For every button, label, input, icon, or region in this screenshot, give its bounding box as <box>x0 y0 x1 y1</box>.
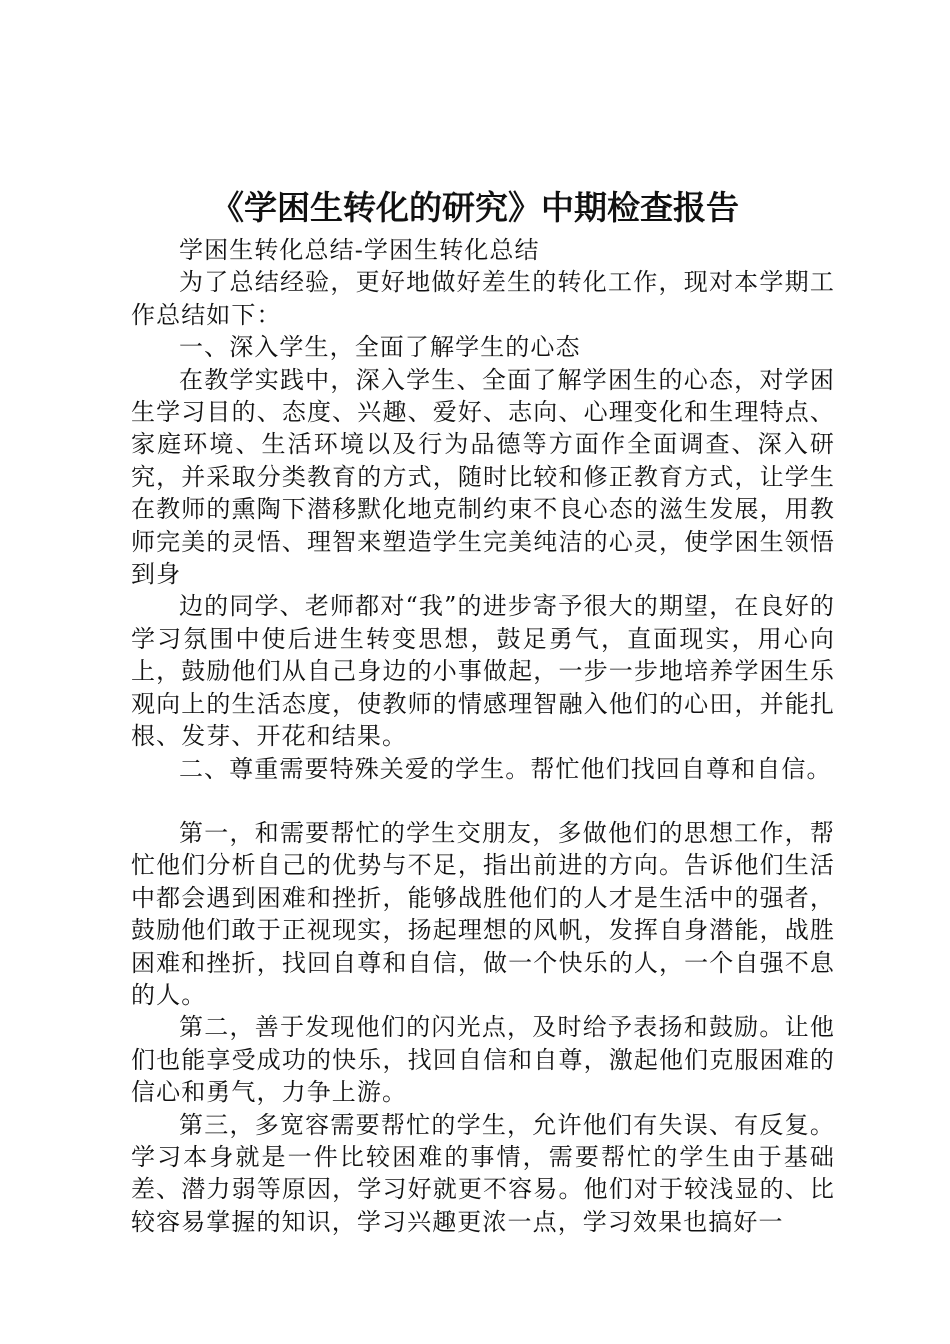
paragraph: 第二，善于发现他们的闪光点，及时给予表扬和鼓励。让他们也能享受成功的快乐，找回自信和自尊，激起他们克服困难的信心和勇气，力争上游。 <box>131 1013 835 1107</box>
paragraph: 边的同学、老师都对“我”的进步寄予很大的期望，在良好的学习氛围中使后进生转变思想，鼓足勇气，直面现实，用心向上，鼓励他们从自己身边的小事做起，一步一步地培养学困生乐观向上的生活态度，使教师的情感理智融入他们的心田，并能扎根、发芽、开花和结果。 <box>131 592 835 751</box>
paragraph: 在教学实践中，深入学生、全面了解学困生的心态，对学困生学习目的、态度、兴趣、爱好、志向、心理变化和生理特点、家庭环境、生活环境以及行为品德等方面作全面调查、深入研究，并采取分类教育的方式，随时比较和修正教育方式，让学生在教师的熏陶下潜移默化地克制约束不良心态的滋生发展，用教师完美的灵悟、理智来塑造学生完美纯洁的心灵，使学困生领悟到身 <box>131 365 835 589</box>
paragraph: 第三，多宽容需要帮忙的学生，允许他们有失误、有反复。学习本身就是一件比较困难的事情，需要帮忙的学生由于基础差、潜力弱等原因，学习好就更不容易。他们对于较浅显的、比较容易掌握的知识，学习兴趣更浓一点，学习效果也搞好一 <box>131 1110 835 1236</box>
paragraph-intro: 为了总结经验，更好地做好差生的转化工作，现对本学期工作总结如下： <box>131 268 835 329</box>
paragraph-subtitle: 学困生转化总结-学困生转化总结 <box>179 236 540 264</box>
section-heading-2: 二、尊重需要特殊关爱的学生。帮忙他们找回自尊和自信。 <box>179 754 832 783</box>
section-heading-1: 一、深入学生，全面了解学生的心态 <box>179 333 581 362</box>
document-title: 《学困生转化的研究》中期检查报告 <box>211 188 739 227</box>
document-body <box>131 234 835 1238</box>
paragraph: 第一，和需要帮忙的学生交朋友，多做他们的思想工作，帮忙他们分析自己的优势与不足，指出前进的方向。告诉他们生活中都会遇到困难和挫折，能够战胜他们的人才是生活中的强者，鼓励他们敢于正视现实，扬起理想的风帆，发挥自身潜能，战胜困难和挫折，找回自尊和自信，做一个快乐的人，一个自强不息的人。 <box>131 818 835 1009</box>
